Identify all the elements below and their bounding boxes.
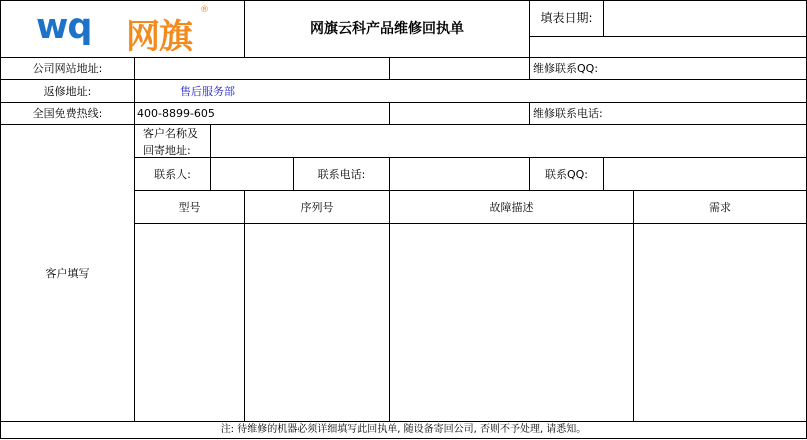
form-title: 网旗云科产品维修回执单 <box>310 21 464 37</box>
repair-qq-label: 维修联系QQ: <box>533 62 599 75</box>
title-divider <box>529 0 530 58</box>
logo-chinese-mark: 网旗 <box>126 17 192 57</box>
customer-name-address-label-line1: 客户名称及 <box>143 127 198 140</box>
repair-qq-divider <box>529 57 530 80</box>
row-website-bottom-line <box>0 79 807 80</box>
repair-phone-divider <box>529 102 530 125</box>
company-logo <box>36 5 212 57</box>
border-top <box>0 0 807 1</box>
fault-column-divider <box>633 190 634 422</box>
date-row-bottom-line <box>529 36 806 37</box>
logo-latin-mark: wq <box>36 7 92 47</box>
model-column-divider <box>244 190 245 422</box>
row-customer-name-bottom-line <box>134 157 807 158</box>
label-column-divider-lower <box>134 102 135 422</box>
website-value-divider <box>389 57 390 80</box>
website-label: 公司网站地址: <box>32 62 103 75</box>
column-header-bottom-line <box>134 223 807 224</box>
serial-column-divider <box>389 190 390 422</box>
hotline-value: 400-8899-605 <box>137 107 215 120</box>
row-return-bottom-line <box>0 102 807 103</box>
hotline-label: 全国免费热线: <box>32 107 103 120</box>
border-bottom <box>0 438 807 439</box>
contact-person-label: 联系人: <box>154 168 191 181</box>
fill-date-label: 填表日期: <box>540 11 593 25</box>
return-address-label: 返修地址: <box>43 85 92 98</box>
column-header-model: 型号 <box>178 201 201 214</box>
return-address-value: 售后服务部 <box>180 85 235 98</box>
column-header-serial: 序列号 <box>300 201 334 214</box>
row-hotline-bottom-line <box>0 124 807 125</box>
label-column-divider-upper <box>134 57 135 102</box>
qq-label-divider <box>603 157 604 191</box>
footer-note: 注: 待维修的机器必须详细填写此回执单, 随设备寄回公司, 否则不予处理, 请悉知。 <box>220 424 587 435</box>
customer-subrow-label-divider <box>210 124 211 191</box>
row-contact-bottom-line <box>134 190 807 191</box>
hotline-value-divider <box>389 102 390 125</box>
contact-qq-label: 联系QQ: <box>544 168 589 181</box>
column-header-requirement: 需求 <box>709 201 731 214</box>
logo-registered-mark: ® <box>200 5 209 15</box>
repair-phone-label: 维修联系电话: <box>533 107 603 120</box>
date-label-divider <box>603 0 604 37</box>
contact-phone-label: 联系电话: <box>317 168 366 181</box>
customer-section-label: 客户填写 <box>45 267 90 280</box>
phone-label-divider <box>389 157 390 191</box>
table-bottom-line <box>0 421 807 422</box>
column-header-fault: 故障描述 <box>489 201 534 214</box>
customer-name-address-label-line2: 回寄地址: <box>143 144 191 157</box>
header-bottom-line <box>0 57 807 58</box>
